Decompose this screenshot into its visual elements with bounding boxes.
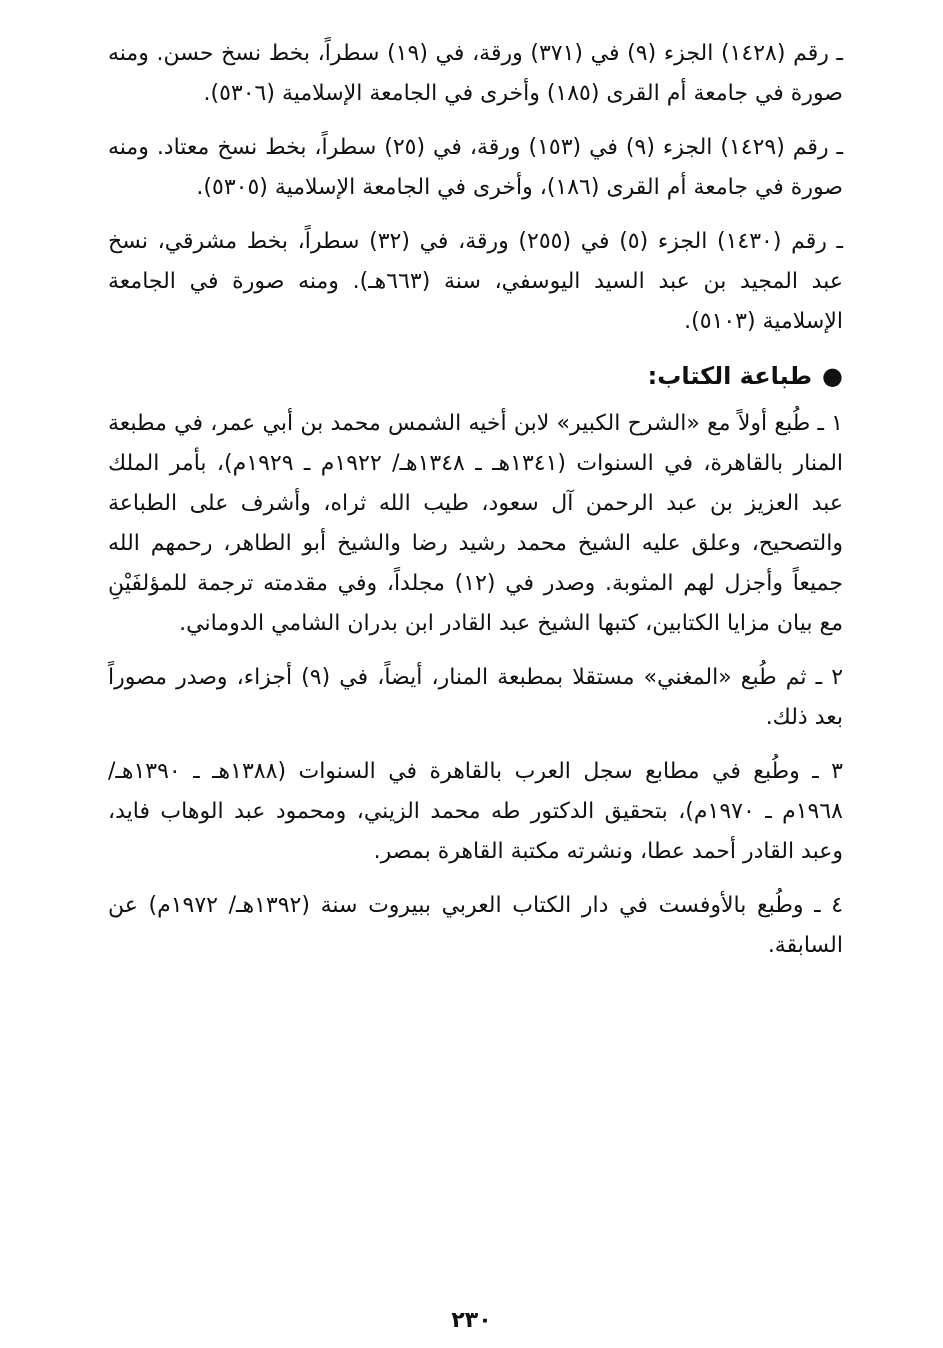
edition-entry-1: ١ ـ طُبع أولاً مع «الشرح الكبير» لابن أخيه الشمس محمد بن أبي عمر، في مطبعة المنار بالقاهرة، في السنوات (١٣٤١هـ ـ ١٣٤٨هـ/ ١٩٢٢م ـ ١٩٢٩م)، بأمر الملك عبد العزيز بن عبد الرحمن آل سعود، طيب الله ثراه، وأشرف على الطباعة والتصحيح، وعلق عليه الشيخ محمد رشيد رضا والشيخ أبو الطاهر، رحمهم الله جميعاً وأجزل لهم المثوبة. وصدر في (١٢) مجلداً، وفي مقدمته ترجمة للمؤلفَيْنِ مع بيان مزايا الكتابين، كتبها الشيخ عبد القادر ابن بدران الشامي الدوماني. [108, 411, 844, 636]
page-body [108, 34, 843, 1284]
section-title: طباعة الكتاب: [647, 362, 813, 390]
section-heading [108, 356, 843, 396]
edition-entry-3: ٣ ـ وطُبع في مطابع سجل العرب بالقاهرة في السنوات (١٣٨٨هـ ـ ١٣٩٠هـ/ ١٩٦٨م ـ ١٩٧٠م)، بتحقيق الدكتور طه محمد الزيني، ومحمود عبد الوهاب فايد، وعبد القادر أحمد عطا، ونشرته مكتبة القاهرة بمصر. [108, 759, 843, 864]
manuscript-entry-1430: ـ رقم (١٤٣٠) الجزء (٥) في (٢٥٥) ورقة، في (٣٢) سطراً، بخط مشرقي، نسخ عبد المجيد بن عبد السيد اليوسفي، سنة (٦٦٣هـ). ومنه صورة في الجامعة الإسلامية (٥١٠٣). [108, 229, 843, 334]
bullet-icon: ● [822, 362, 843, 390]
edition-entry-2: ٢ ـ ثم طُبع «المغني» مستقلا بمطبعة المنار، أيضاً، في (٩) أجزاء، وصدر مصوراً بعد ذلك. [108, 665, 844, 730]
page-number: ٢٣٠ [451, 1308, 492, 1333]
manuscript-entry-1429: ـ رقم (١٤٢٩) الجزء (٩) في (١٥٣) ورقة، في (٢٥) سطراً، بخط نسخ معتاد. ومنه صورة في جامعة أم القرى (١٨٦)، وأخرى في الجامعة الإسلامية (٥٣٠٥). [108, 135, 843, 200]
edition-entry-4: ٤ ـ وطُبع بالأوفست في دار الكتاب العربي ببيروت سنة (١٣٩٢هـ/ ١٩٧٢م) عن السابقة. [108, 893, 844, 958]
manuscript-entry-1428: ـ رقم (١٤٢٨) الجزء (٩) في (٣٧١) ورقة، في (١٩) سطراً، بخط نسخ حسن. ومنه صورة في جامعة أم القرى (١٨٥) وأخرى في الجامعة الإسلامية (٥٣٠٦). [108, 41, 843, 106]
